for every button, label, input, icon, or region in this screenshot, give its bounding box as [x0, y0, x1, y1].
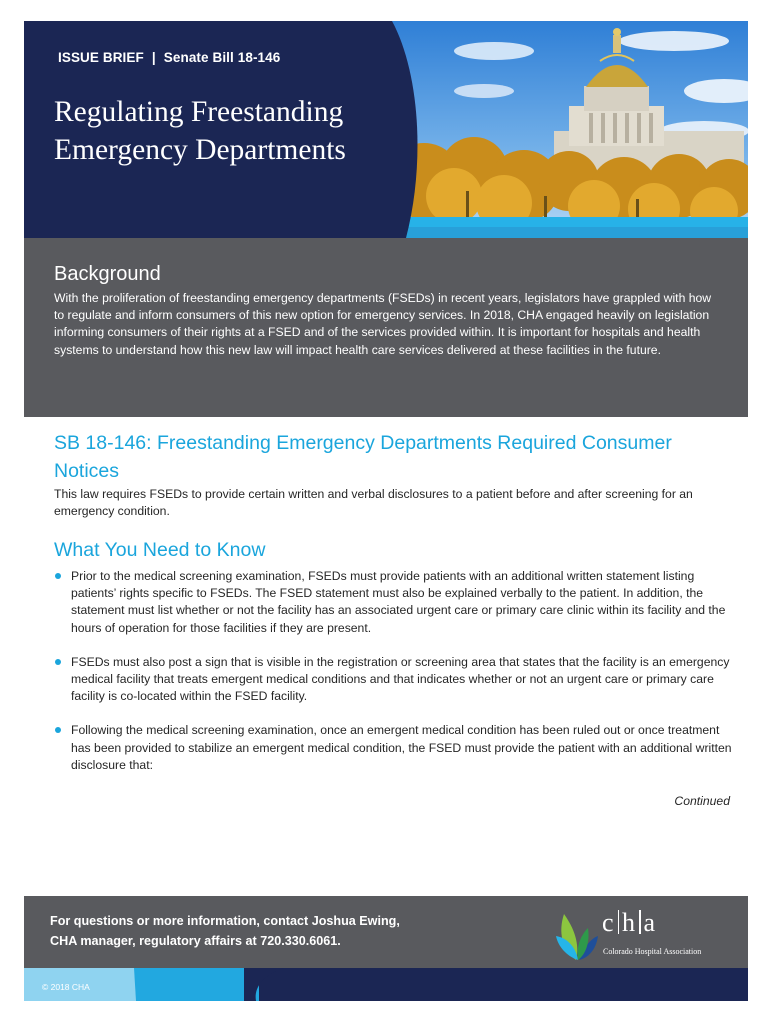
logo-letter-h: h: [622, 908, 637, 937]
logo-divider: [618, 910, 620, 934]
kicker-issue-brief: ISSUE BRIEF: [58, 50, 144, 65]
background-section: [24, 238, 748, 417]
title-line-1: Regulating Freestanding: [54, 96, 344, 128]
list-item: [54, 722, 734, 774]
contact-info: [50, 911, 400, 951]
cha-logo: [554, 906, 734, 964]
title-line-2: Emergency Departments: [54, 134, 346, 166]
sb-section-body: This law requires FSEDs to provide certain written and verbal disclosures to a patient before and after screening for an emergency condition.: [54, 487, 693, 519]
header-banner: [24, 21, 748, 238]
copyright: © 2018 CHA: [42, 982, 90, 992]
bullet-icon: [55, 659, 61, 665]
need-to-know-heading: What You Need to Know: [54, 539, 266, 561]
contact-line-2: CHA manager, regulatory affairs at 720.330.6061.: [50, 934, 341, 948]
list-item: [54, 654, 734, 706]
logo-letter-c: c: [602, 908, 615, 937]
kicker-bill-number: Senate Bill 18-146: [163, 50, 281, 65]
footer-color-strip: [24, 968, 748, 1001]
kicker-separator: |: [151, 50, 156, 65]
footer: [24, 896, 748, 1001]
cha-wordmark: [602, 908, 656, 938]
issue-brief-kicker: [58, 50, 280, 65]
background-body: With the proliferation of freestanding emergency departments (FSEDs) in recent years, legislators have grappled with how to regulate and inform consumers of this new option for emergency services. In 2018, CHA engaged heavily on legislation informing consumers of their rights at a FSED and of the services provided within. It is important for hospitals and health systems to understand how this new law will impact health care services delivered at these facilities in the future.: [54, 291, 712, 357]
contact-line-1: For questions or more information, contact Joshua Ewing,: [50, 914, 400, 928]
list-item-text: FSEDs must also post a sign that is visible in the registration or screening area that states that the facility is an emergency medical facility that treats emergent medical conditions and that indicates whether or not an urgent care or primary care facility is co-located within the FSED facility.: [71, 654, 730, 704]
list-item: [54, 568, 734, 637]
bullet-icon: [55, 727, 61, 733]
need-to-know-list: [54, 568, 734, 791]
leaf-icon: [554, 906, 600, 964]
sb-section-heading: SB 18-146: Freestanding Emergency Departments Required Consumer Notices: [54, 432, 672, 482]
logo-divider: [639, 910, 641, 934]
logo-letter-a: a: [643, 908, 657, 937]
issue-brief-page: [24, 21, 748, 1001]
list-item-text: Following the medical screening examination, once an emergent medical condition has been ruled out or once treatment has been provided to stabilize an emergent medical condition, the FSED must provide the patient with an additional written disclosure that:: [71, 723, 732, 772]
list-item-text: Prior to the medical screening examination, FSEDs must provide patients with an additional written statement listing patients’ rights specific to FSEDs. The FSED statement must also be explained verbally to the patient. In addition, the statement must list whether or not the facility has an associated urgent care or primary care clinic within its facility and the hours of operation for those facilities if they are present.: [71, 569, 726, 635]
bullet-icon: [55, 573, 61, 579]
logo-subtitle: Colorado Hospital Association: [603, 947, 702, 956]
background-heading: Background: [54, 263, 161, 285]
continued-note: Continued: [674, 794, 730, 808]
document-title: [54, 93, 414, 169]
